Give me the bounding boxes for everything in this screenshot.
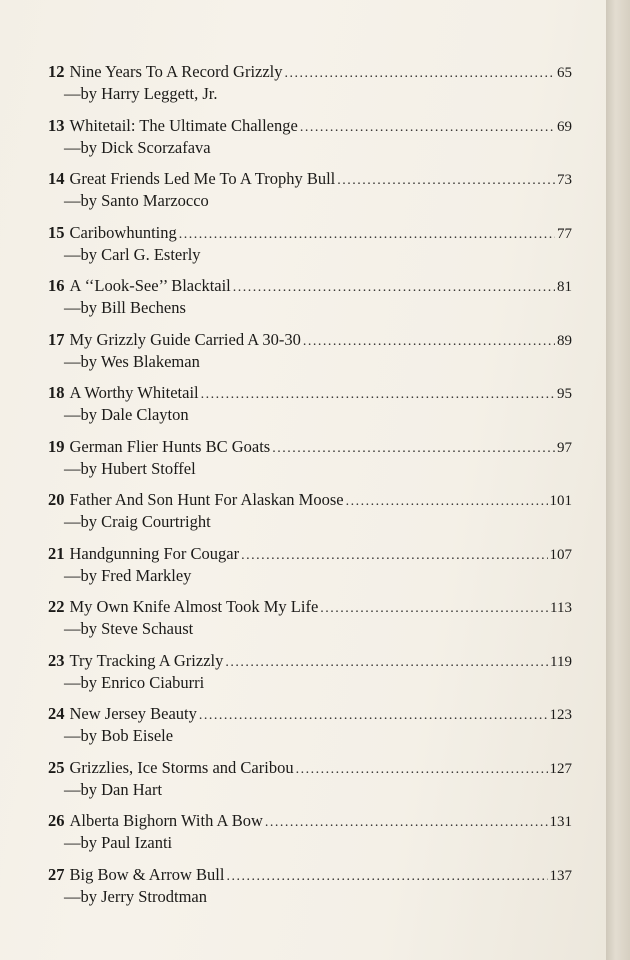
chapter-title: German Flier Hunts BC Goats (69, 436, 271, 456)
dot-leader (300, 118, 555, 138)
toc-entry (48, 704, 572, 758)
page-number: 89 (557, 332, 572, 349)
page-edge (606, 0, 630, 960)
toc-entry (48, 62, 572, 116)
dot-leader (320, 599, 548, 619)
page-number: 69 (557, 118, 572, 135)
toc-entry (48, 490, 572, 544)
toc-title-line (48, 383, 572, 405)
toc-title-line (48, 490, 572, 512)
chapter-number: 21 (48, 543, 65, 563)
chapter-author: —by Paul Izanti (64, 833, 173, 852)
dot-leader (226, 867, 547, 887)
toc-entry (48, 865, 572, 919)
toc-entry (48, 276, 572, 330)
chapter-number: 18 (48, 383, 65, 402)
chapter-number: 22 (48, 597, 65, 616)
chapter-author: —by Santo Marzocco (64, 191, 209, 210)
chapter-title: Father And Son Hunt For Alaskan Moose (69, 490, 344, 509)
toc-title-line (48, 437, 572, 459)
toc-title-line (48, 758, 572, 780)
dot-leader (241, 546, 547, 566)
chapter-author: —by Dick Scorzafava (64, 137, 211, 157)
page-number: 77 (557, 225, 572, 242)
toc-title-line (48, 330, 572, 352)
chapter-title: Try Tracking A Grizzly (69, 650, 224, 670)
toc-entry (48, 223, 572, 277)
chapter-number: 24 (48, 704, 65, 723)
toc-entry (48, 116, 572, 170)
chapter-title: A ‘‘Look-See’’ Blacktail (69, 276, 231, 295)
page-number: 73 (557, 172, 572, 188)
toc-entry (48, 437, 572, 491)
page-number: 131 (549, 814, 572, 830)
chapter-number: 27 (48, 864, 65, 884)
toc-title-line (48, 116, 572, 138)
chapter-author: —by Wes Blakeman (64, 351, 200, 371)
toc-entry (48, 330, 572, 384)
dot-leader (179, 225, 555, 245)
chapter-author: —by Bill Bechens (64, 298, 186, 317)
toc-title-line (48, 276, 572, 298)
chapter-author: —by Carl G. Esterly (64, 244, 201, 264)
page-number: 95 (557, 386, 572, 402)
chapter-number: 26 (48, 811, 65, 830)
toc-entry (48, 651, 572, 705)
chapter-author: —by Dan Hart (64, 779, 163, 799)
page-number: 113 (550, 600, 572, 616)
dot-leader (201, 385, 555, 405)
dot-leader (225, 653, 548, 673)
chapter-author: —by Craig Courtright (64, 512, 211, 531)
page-number: 65 (557, 65, 572, 81)
chapter-title: My Grizzly Guide Carried A 30-30 (69, 329, 301, 349)
chapter-number: 12 (48, 62, 65, 81)
page-number: 127 (549, 760, 572, 777)
chapter-title: Nine Years To A Record Grizzly (69, 62, 283, 81)
dot-leader (337, 171, 555, 191)
chapter-number: 13 (48, 115, 65, 135)
chapter-title: Great Friends Led Me To A Trophy Bull (69, 169, 336, 188)
dot-leader (303, 332, 555, 352)
toc-entry (48, 597, 572, 651)
chapter-author: —by Harry Leggett, Jr. (64, 84, 218, 103)
chapter-number: 23 (48, 650, 65, 670)
toc-title-line (48, 865, 572, 887)
toc-title-line (48, 169, 572, 191)
chapter-title: A Worthy Whitetail (69, 383, 199, 402)
dot-leader (272, 439, 555, 459)
toc-entry (48, 383, 572, 437)
dot-leader (233, 278, 555, 298)
dot-leader (199, 706, 548, 726)
chapter-number: 14 (48, 169, 65, 188)
page-number: 81 (557, 279, 572, 295)
chapter-number: 17 (48, 329, 65, 349)
chapter-title: New Jersey Beauty (69, 704, 197, 723)
chapter-author: —by Steve Schaust (64, 619, 194, 638)
chapter-number: 16 (48, 276, 65, 295)
chapter-number: 25 (48, 757, 65, 777)
toc-entry (48, 758, 572, 812)
dot-leader (265, 813, 548, 833)
toc-title-line (48, 223, 572, 245)
chapter-title: Caribowhunting (69, 222, 177, 242)
toc-entry (48, 169, 572, 223)
chapter-title: Whitetail: The Ultimate Challenge (69, 115, 298, 135)
page-number: 137 (549, 867, 572, 884)
page-number: 101 (549, 493, 572, 509)
chapter-author: —by Fred Markley (64, 565, 192, 585)
dot-leader (285, 64, 555, 84)
chapter-author: —by Enrico Ciaburri (64, 672, 205, 692)
toc-title-line (48, 704, 572, 726)
chapter-title: Grizzlies, Ice Storms and Caribou (69, 757, 294, 777)
chapter-author: —by Dale Clayton (64, 405, 189, 424)
toc-entry (48, 544, 572, 598)
dot-leader (296, 760, 548, 780)
chapter-author: —by Hubert Stoffel (64, 458, 196, 478)
chapter-number: 15 (48, 222, 65, 242)
page-number: 107 (549, 546, 572, 563)
chapter-title: Alberta Bighorn With A Bow (69, 811, 263, 830)
chapter-title: Big Bow & Arrow Bull (69, 864, 225, 884)
page-number: 123 (549, 707, 572, 723)
chapter-author: —by Bob Eisele (64, 726, 174, 745)
toc-title-line (48, 651, 572, 673)
toc-title-line (48, 597, 572, 619)
chapter-title: My Own Knife Almost Took My Life (69, 597, 319, 616)
page-number: 119 (550, 653, 572, 670)
toc-title-line (48, 811, 572, 833)
page-number: 97 (557, 439, 572, 456)
table-of-contents (48, 62, 572, 918)
chapter-number: 19 (48, 436, 65, 456)
dot-leader (346, 492, 548, 512)
toc-title-line (48, 544, 572, 566)
chapter-number: 20 (48, 490, 65, 509)
chapter-author: —by Jerry Strodtman (64, 886, 207, 906)
toc-title-line (48, 62, 572, 84)
chapter-title: Handgunning For Cougar (69, 543, 240, 563)
toc-entry (48, 811, 572, 865)
